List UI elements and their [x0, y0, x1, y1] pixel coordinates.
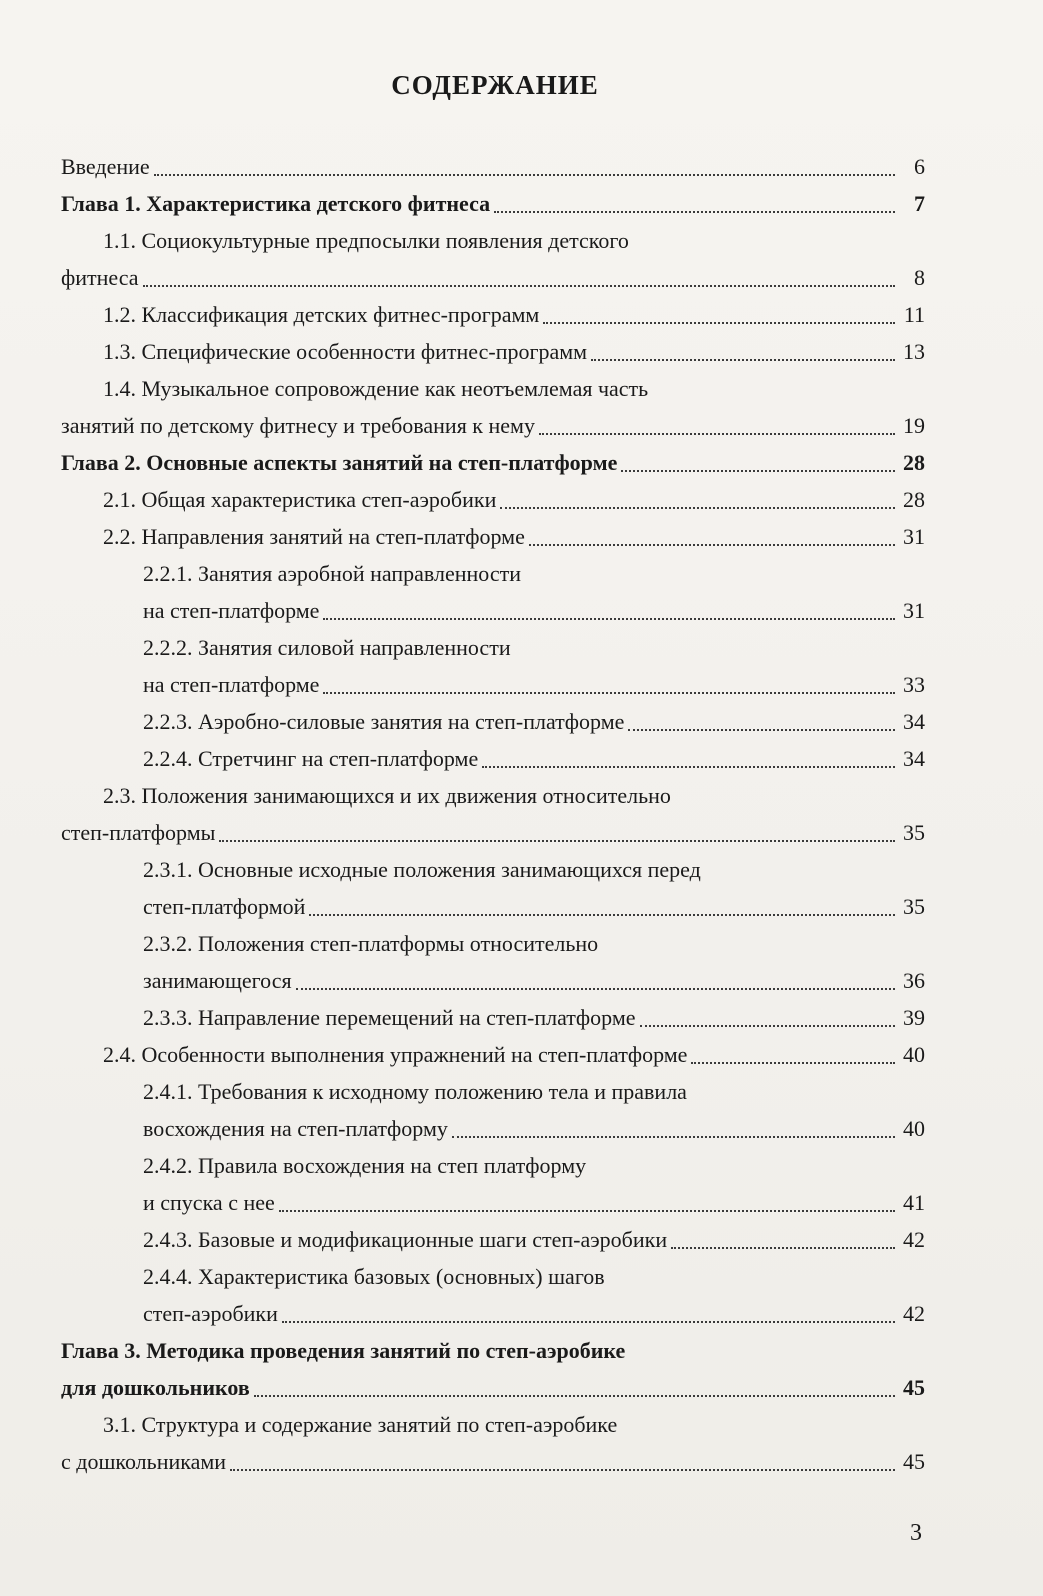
toc-entry-text: 1.2. Классификация детских фитнес-программ [103, 302, 540, 327]
toc-entry-text: 2.2.3. Аэробно-силовые занятия на степ-платформе [143, 709, 625, 734]
dot-leader [254, 1395, 895, 1397]
toc-page-ref: 39 [903, 1005, 925, 1030]
toc-entry [61, 1147, 925, 1221]
toc-entry-text: занимающегося [143, 968, 292, 993]
toc-page-ref: 41 [903, 1190, 925, 1215]
toc-page-ref: 13 [903, 339, 925, 364]
toc-entry [61, 185, 925, 222]
toc-entry-text: Глава 1. Характеристика детского фитнеса [61, 191, 491, 216]
toc-page-ref: 40 [903, 1042, 925, 1067]
toc-entry-text: 1.1. Социокультурные предпосылки появления детского [103, 228, 629, 253]
toc-entry-text: 2.4.3. Базовые и модификационные шаги степ-аэробики [143, 1227, 668, 1252]
dot-leader [296, 988, 895, 990]
dot-leader [230, 1469, 895, 1471]
dot-leader [219, 840, 895, 842]
dot-leader [539, 433, 895, 435]
toc-entry-text: с дошкольниками [61, 1449, 227, 1474]
toc-entry-text: 1.4. Музыкальное сопровождение как неотъемлемая часть [103, 376, 649, 401]
toc-entry-text: степ-платформы [61, 820, 216, 845]
toc-entry-text: 2.4.4. Характеристика базовых (основных) шагов [143, 1264, 605, 1289]
toc-entry-text: 2.4.2. Правила восхождения на степ платформу [143, 1153, 587, 1178]
toc-page-ref: 35 [903, 820, 925, 845]
dot-leader [482, 766, 895, 768]
toc-entry-text: занятий по детскому фитнесу и требования к нему [61, 413, 535, 438]
toc-page-ref: 36 [903, 968, 925, 993]
toc-entry-text: восхождения на степ-платформу [143, 1116, 448, 1141]
dot-leader [671, 1247, 895, 1249]
toc-page-ref: 19 [903, 413, 925, 438]
toc-entry-text: 2.2.4. Стретчинг на степ-платформе [143, 746, 479, 771]
toc-page-ref: 35 [903, 894, 925, 919]
toc-page-ref: 6 [914, 154, 925, 179]
toc-entry [61, 296, 925, 333]
toc-page-ref: 42 [903, 1227, 925, 1252]
toc-entry-text: 2.4.1. Требования к исходному положению тела и правила [143, 1079, 687, 1104]
toc-page-ref: 45 [903, 1375, 925, 1400]
toc-entry-text: 2.1. Общая характеристика степ-аэробики [103, 487, 497, 512]
toc-entry-text: и спуска с нее [143, 1190, 275, 1215]
toc-entry [61, 148, 925, 185]
toc-entry-text: Введение [61, 154, 150, 179]
toc-entry [61, 1036, 925, 1073]
toc-entry [61, 370, 925, 444]
toc-entry-text: фитнеса [61, 265, 139, 290]
toc-entry [61, 555, 925, 629]
toc-entry-text: на степ-платформе [143, 598, 320, 623]
dot-leader [154, 174, 895, 176]
dot-leader [309, 914, 895, 916]
dot-leader [494, 211, 895, 213]
page-title: СОДЕРЖАНИЕ [391, 70, 599, 100]
toc-entry [61, 333, 925, 370]
dot-leader [628, 729, 895, 731]
toc-entry-text: 2.4. Особенности выполнения упражнений на степ-платформе [103, 1042, 688, 1067]
dot-leader [500, 507, 895, 509]
toc-entry-text: 2.3.2. Положения степ-платформы относительно [143, 931, 599, 956]
toc-entry [61, 629, 925, 703]
toc-entry-text: 2.2.2. Занятия силовой направленности [143, 635, 511, 660]
toc-entry-text: 2.3. Положения занимающихся и их движения относительно [103, 783, 671, 808]
toc-page-ref: 34 [903, 709, 925, 734]
toc-entry [61, 1258, 925, 1332]
page-number: 3 [910, 1520, 922, 1546]
toc-entry [61, 222, 925, 296]
toc-entry [61, 925, 925, 999]
toc-page-ref: 31 [903, 598, 925, 623]
toc-entry-text: 2.2. Направления занятий на степ-платформе [103, 524, 525, 549]
toc-entry-text: для дошкольников [61, 1375, 250, 1400]
toc-entry [61, 1332, 925, 1406]
toc-entry [61, 1221, 925, 1258]
toc-entry-text: 2.2.1. Занятия аэробной направленности [143, 561, 522, 586]
toc-entry-text: на степ-платформе [143, 672, 320, 697]
toc-entry-text: 3.1. Структура и содержание занятий по степ-аэробике [103, 1412, 618, 1437]
dot-leader [691, 1062, 895, 1064]
toc-entry-text: Глава 3. Методика проведения занятий по степ-аэробике [61, 1338, 626, 1363]
dot-leader [543, 322, 895, 324]
toc-entry-text: Глава 2. Основные аспекты занятий на степ-платформе [61, 450, 618, 475]
toc-page-ref: 42 [903, 1301, 925, 1326]
dot-leader [621, 470, 895, 472]
toc-entry [61, 481, 925, 518]
toc-page-ref: 40 [903, 1116, 925, 1141]
dot-leader [640, 1025, 895, 1027]
toc-entry [61, 740, 925, 777]
toc-entry-text: 2.3.3. Направление перемещений на степ-платформе [143, 1005, 636, 1030]
table-of-contents [61, 148, 925, 1480]
toc-entry [61, 777, 925, 851]
dot-leader [143, 285, 895, 287]
toc-page-ref: 7 [914, 191, 925, 216]
dot-leader [323, 618, 895, 620]
dot-leader [529, 544, 895, 546]
toc-entry [61, 518, 925, 555]
toc-page-ref: 28 [903, 450, 925, 475]
dot-leader [323, 692, 895, 694]
toc-entry [61, 444, 925, 481]
toc-page-ref: 11 [903, 302, 925, 327]
toc-page-ref: 33 [903, 672, 925, 697]
toc-page-ref: 34 [903, 746, 925, 771]
toc-page-ref: 31 [903, 524, 925, 549]
dot-leader [452, 1136, 895, 1138]
toc-entry [61, 851, 925, 925]
dot-leader [282, 1321, 895, 1323]
toc-page-ref: 8 [914, 265, 925, 290]
toc-entry-text: степ-аэробики [143, 1301, 278, 1326]
toc-page-ref: 45 [903, 1449, 925, 1474]
dot-leader [279, 1210, 895, 1212]
toc-entry [61, 1406, 925, 1480]
toc-entry [61, 703, 925, 740]
toc-page-ref: 28 [903, 487, 925, 512]
toc-entry-text: 1.3. Специфические особенности фитнес-программ [103, 339, 588, 364]
dot-leader [591, 359, 895, 361]
toc-entry [61, 999, 925, 1036]
toc-entry-text: степ-платформой [143, 894, 306, 919]
toc-entry [61, 1073, 925, 1147]
toc-entry-text: 2.3.1. Основные исходные положения занимающихся перед [143, 857, 701, 882]
